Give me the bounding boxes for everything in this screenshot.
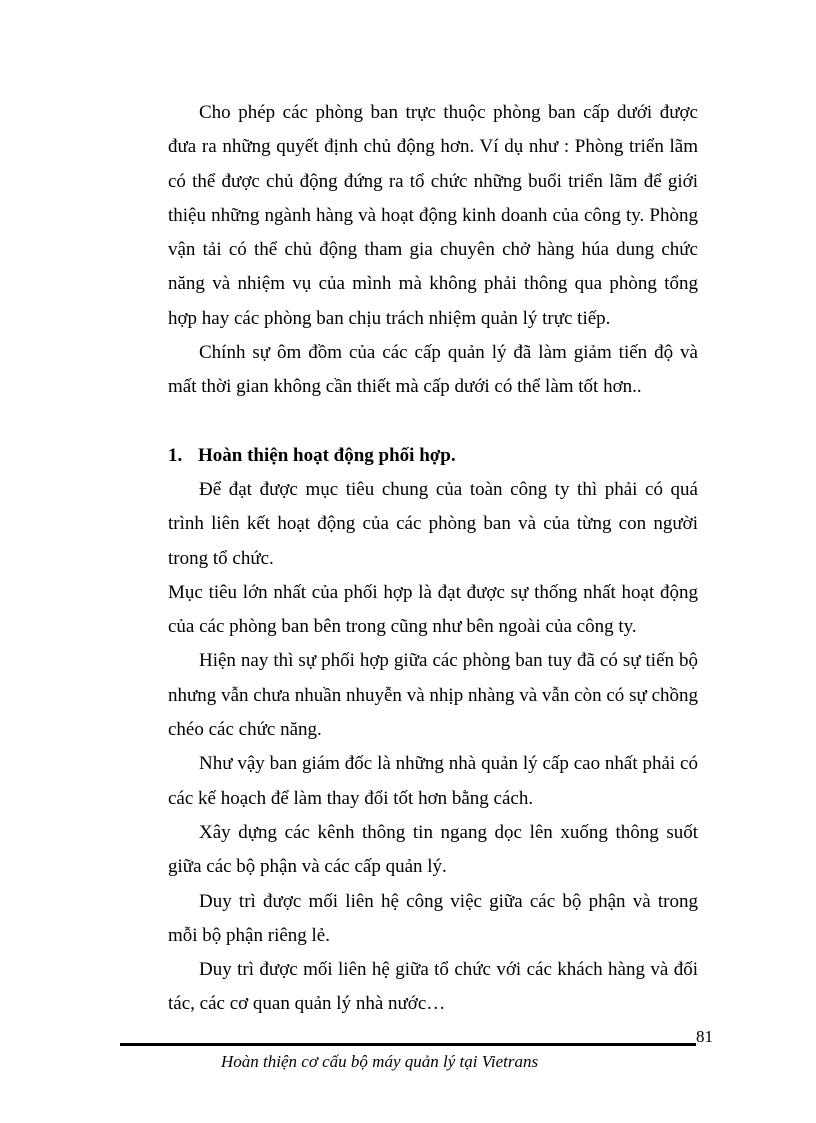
section-heading bbox=[168, 439, 698, 473]
paragraph-current-status: Hiện nay thì sự phối hợp giữa các phòng ban tuy đã có sự tiến bộ nhưng vẫn chưa nhuần nhuyễn và nhịp nhàng và vẫn còn có sự chồng chéo các chức năng. bbox=[168, 650, 698, 741]
paragraph-biggest-goal: Mục tiêu lớn nhất của phối hợp là đạt được sự thống nhất hoạt động của các phòng ban bên trong cũng như bên ngoài của công ty. bbox=[168, 581, 698, 638]
section-number: 1. bbox=[168, 444, 183, 466]
paragraph-external-relations: Duy trì được mối liên hệ giữa tổ chức với các khách hàng và đối tác, các cơ quan quản lý nhà nước… bbox=[168, 959, 698, 1015]
paragraph-common-goal: Để đạt được mục tiêu chung của toàn công ty thì phải có quá trình liên kết hoạt động của các phòng ban và của từng con người trong tổ chức. bbox=[168, 478, 698, 569]
body-text bbox=[168, 96, 698, 1022]
paragraph-overload: Chính sự ôm đồm của các cấp quản lý đã làm giảm tiến độ và mất thời gian không cần thiết mà cấp dưới có thể làm tốt hơn.. bbox=[168, 342, 698, 398]
paragraph-info-channels: Xây dựng các kênh thông tin ngang dọc lên xuống thông suốt giữa các bộ phận và các cấp quản lý. bbox=[168, 821, 698, 878]
section-title: Hoàn thiện hoạt động phối hợp. bbox=[198, 444, 456, 466]
paragraph-delegation: Cho phép các phòng ban trực thuộc phòng ban cấp dưới được đưa ra những quyết định chủ động hơn. Ví dụ như : Phòng triển lãm có thể được chủ động đứng ra tổ chức những buổi triển lãm để giới thiệu những ngành hàng và hoạt động kinh doanh của công ty. Phòng vận tải có thể chủ động tham gia chuyên chở hàng húa dung chức năng và nhiệm vụ của mình mà không phải thông qua phòng tổng hợp hay các phòng ban chịu trách nhiệm quản lý trực tiếp. bbox=[168, 102, 698, 329]
footer-divider bbox=[120, 1043, 696, 1046]
page-number: 81 bbox=[696, 1027, 713, 1046]
paragraph-management-plan: Như vậy ban giám đốc là những nhà quản lý cấp cao nhất phải có các kế hoạch để làm thay đổi tốt hơn bằng cách. bbox=[168, 753, 698, 809]
paragraph-internal-relations: Duy trì được mối liên hệ công việc giữa các bộ phận và trong mỗi bộ phận riêng lẻ. bbox=[168, 890, 698, 946]
footer-document-title: Hoàn thiện cơ cấu bộ máy quản lý tại Vietrans bbox=[221, 1052, 539, 1071]
